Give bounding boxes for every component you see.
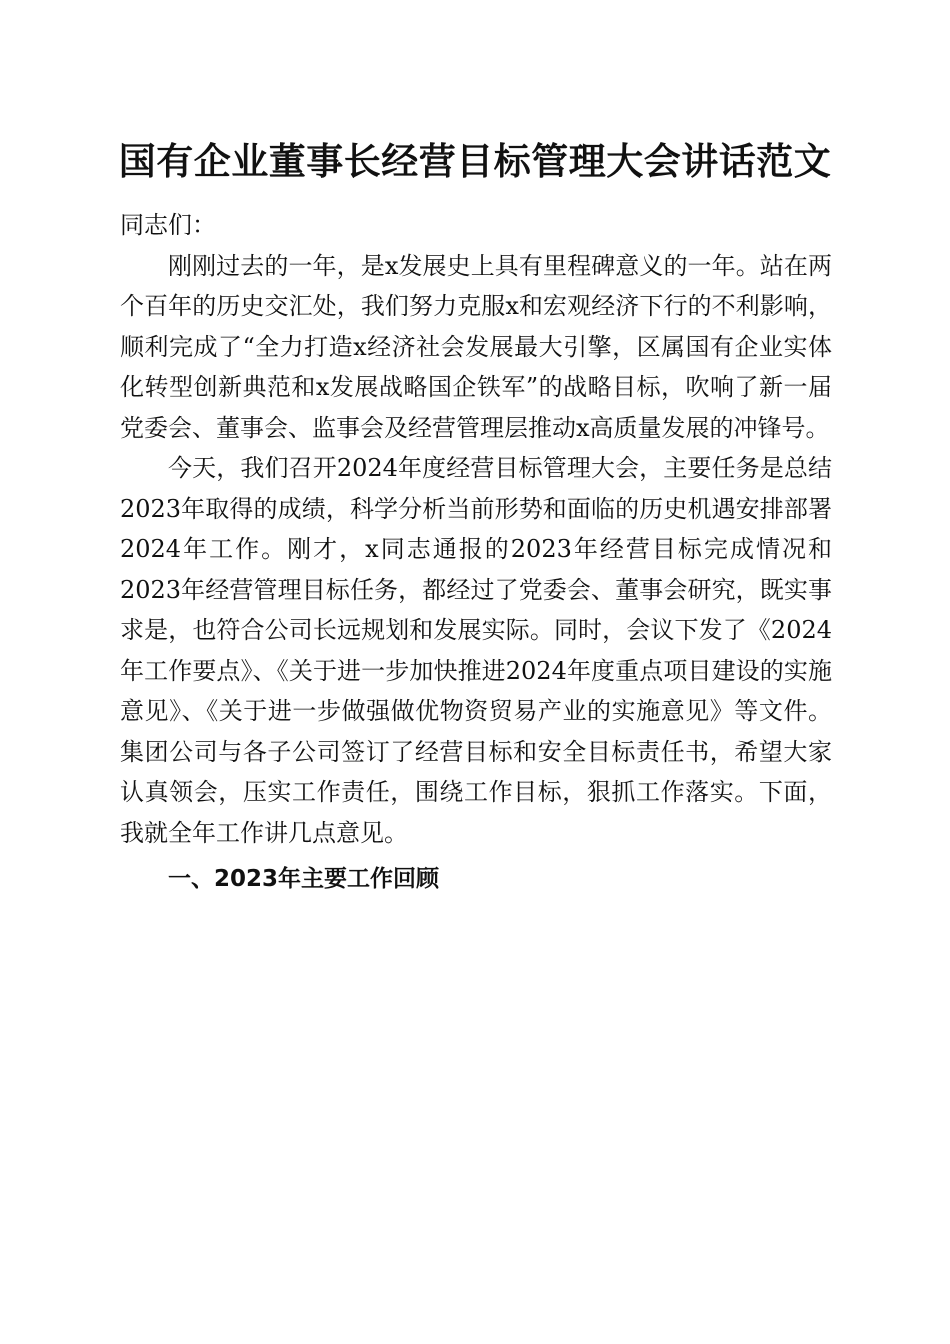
document-title: 国有企业董事长经营目标管理大会讲话范文 (118, 139, 832, 183)
paragraph-2: 今天，我们召开2024年度经营目标管理大会，主要任务是总结2023年取得的成绩，科学分析当前形势和面临的历史机遇安排部署2024年工作。刚才，x同志通报的2023年经营目标完成情况和2023年经营管理目标任务，都经过了党委会、董事会研究，既实事求是，也符合公司长远规划和发展实际。同时，会议下发了《2024年工作要点》、《关于进一步加快推进2024年度重点项目建设的实施意见》、《关于进一步做强做优物资贸易产业的实施意见》等文件。集团公司与各子公司签订了经营目标和安全目标责任书，希望大家认真领会，压实工作责任，围绕工作目标，狠抓工作落实。下面，我就全年工作讲几点意见。 (120, 454, 832, 847)
document-body (120, 205, 832, 900)
salutation: 同志们： (120, 211, 216, 239)
paragraph-1: 刚刚过去的一年，是x发展史上具有里程碑意义的一年。站在两个百年的历史交汇处，我们努力克服x和宏观经济下行的不利影响，顺利完成了“全力打造x经济社会发展最大引擎，区属国有企业实体化转型创新典范和x发展战略国企铁军”的战略目标，吹响了新一届党委会、董事会、监事会及经营管理层推动x高质量发展的冲锋号。 (120, 251, 832, 442)
section-heading: 一、2023年主要工作回顾 (168, 866, 440, 892)
